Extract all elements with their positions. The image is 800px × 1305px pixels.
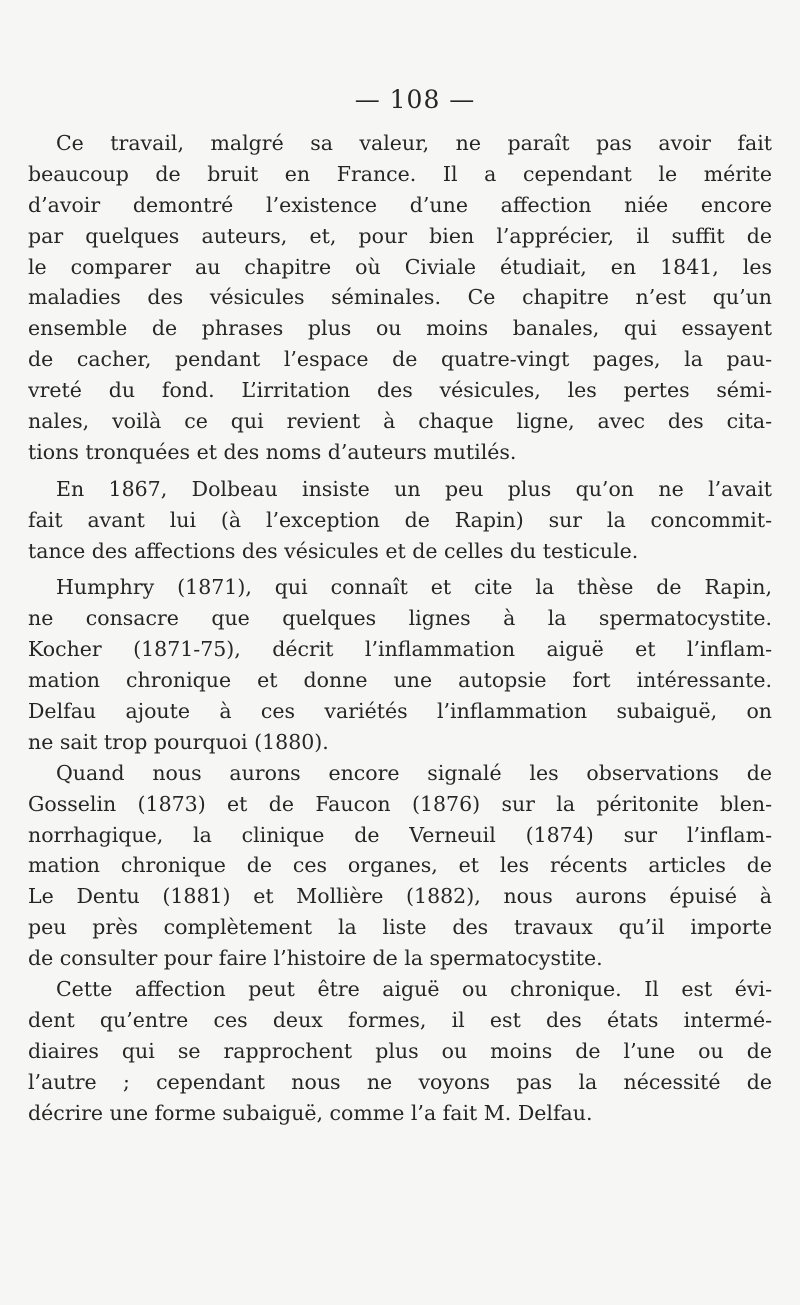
text-line: de consulter pour faire l’histoire de la spermatocystite. [28,946,603,971]
text-line: Ce travail, malgré sa valeur, ne paraît pas avoir fait [56,131,772,155]
text-line: nales, voilà ce qui revient à chaque ligne, avec des cita- [28,409,772,434]
text-line: Quand nous aurons encore signalé les observations de [56,760,772,785]
text-line: vreté du fond. L’irritation des vésicules, les pertes sémi- [28,378,772,403]
text-line: par quelques auteurs, et, pour bien l’apprécier, il suffit de [28,223,772,248]
text-line: ensemble de phrases plus ou moins banales, qui essayent [28,316,772,341]
text-line: mation chronique et donne une autopsie fort intéressante. [28,668,772,693]
text-line: d’avoir demontré l’existence d’une affection niée encore [28,192,772,217]
text-line: Humphry (1871), qui connaît et cite la thèse de Rapin, [56,575,772,600]
text-line: Gosselin (1873) et de Faucon (1876) sur la péritonite blen- [28,791,772,816]
text-line: dent qu’entre ces deux formes, il est des états intermé- [28,1007,772,1032]
text-line: tance des affections des vésicules et de celles du testicule. [28,538,639,563]
text-line: ne sait trop pourquoi (1880). [28,729,329,754]
text-line: ne consacre que quelques lignes à la spermatocystite. [28,606,772,631]
text-line: Kocher (1871-75), décrit l’inflammation aiguë et l’inflam- [28,637,772,662]
text-line: peu près complètement la liste des travaux qu’il importe [28,915,772,940]
text-line: beaucoup de bruit en France. Il a cependant le mérite [28,161,772,186]
text-line: maladies des vésicules séminales. Ce chapitre n’est qu’un [28,285,772,310]
text-line: le comparer au chapitre où Civiale étudiait, en 1841, les [28,254,772,279]
paragraph-dolbeau [28,474,772,567]
text-line: Le Dentu (1881) et Mollière (1882), nous aurons épuisé à [28,884,772,909]
text-line: mation chronique de ces organes, et les récents articles de [28,853,772,878]
paragraph-travail [28,128,772,468]
paragraph-quand [28,758,772,974]
text-line: fait avant lui (à l’exception de Rapin) sur la concommit- [28,507,772,532]
text-line: tions tronquées et des noms d’auteurs mutilés. [28,439,517,464]
text-line: diaires qui se rapprochent plus ou moins de l’une ou de [28,1038,772,1063]
text-line: Delfau ajoute à ces variétés l’inflammation subaiguë, on [28,699,772,724]
paragraph-affection [28,974,772,1128]
text-line: décrire une forme subaiguë, comme l’a fait M. Delfau. [28,1100,593,1125]
text-line: norrhagique, la clinique de Verneuil (1874) sur l’inflam- [28,822,772,847]
text-line: de cacher, pendant l’espace de quatre-vingt pages, la pau- [28,347,772,372]
paragraph-humphry [28,572,772,757]
text-line: En 1867, Dolbeau insiste un peu plus qu’on ne l’avait [56,476,772,501]
text-line: Cette affection peut être aiguë ou chronique. Il est évi- [56,977,772,1002]
page-number: — 108 — [354,85,476,114]
body-text [28,128,772,1129]
text-line: l’autre ; cependant nous ne voyons pas la nécessité de [28,1069,772,1094]
